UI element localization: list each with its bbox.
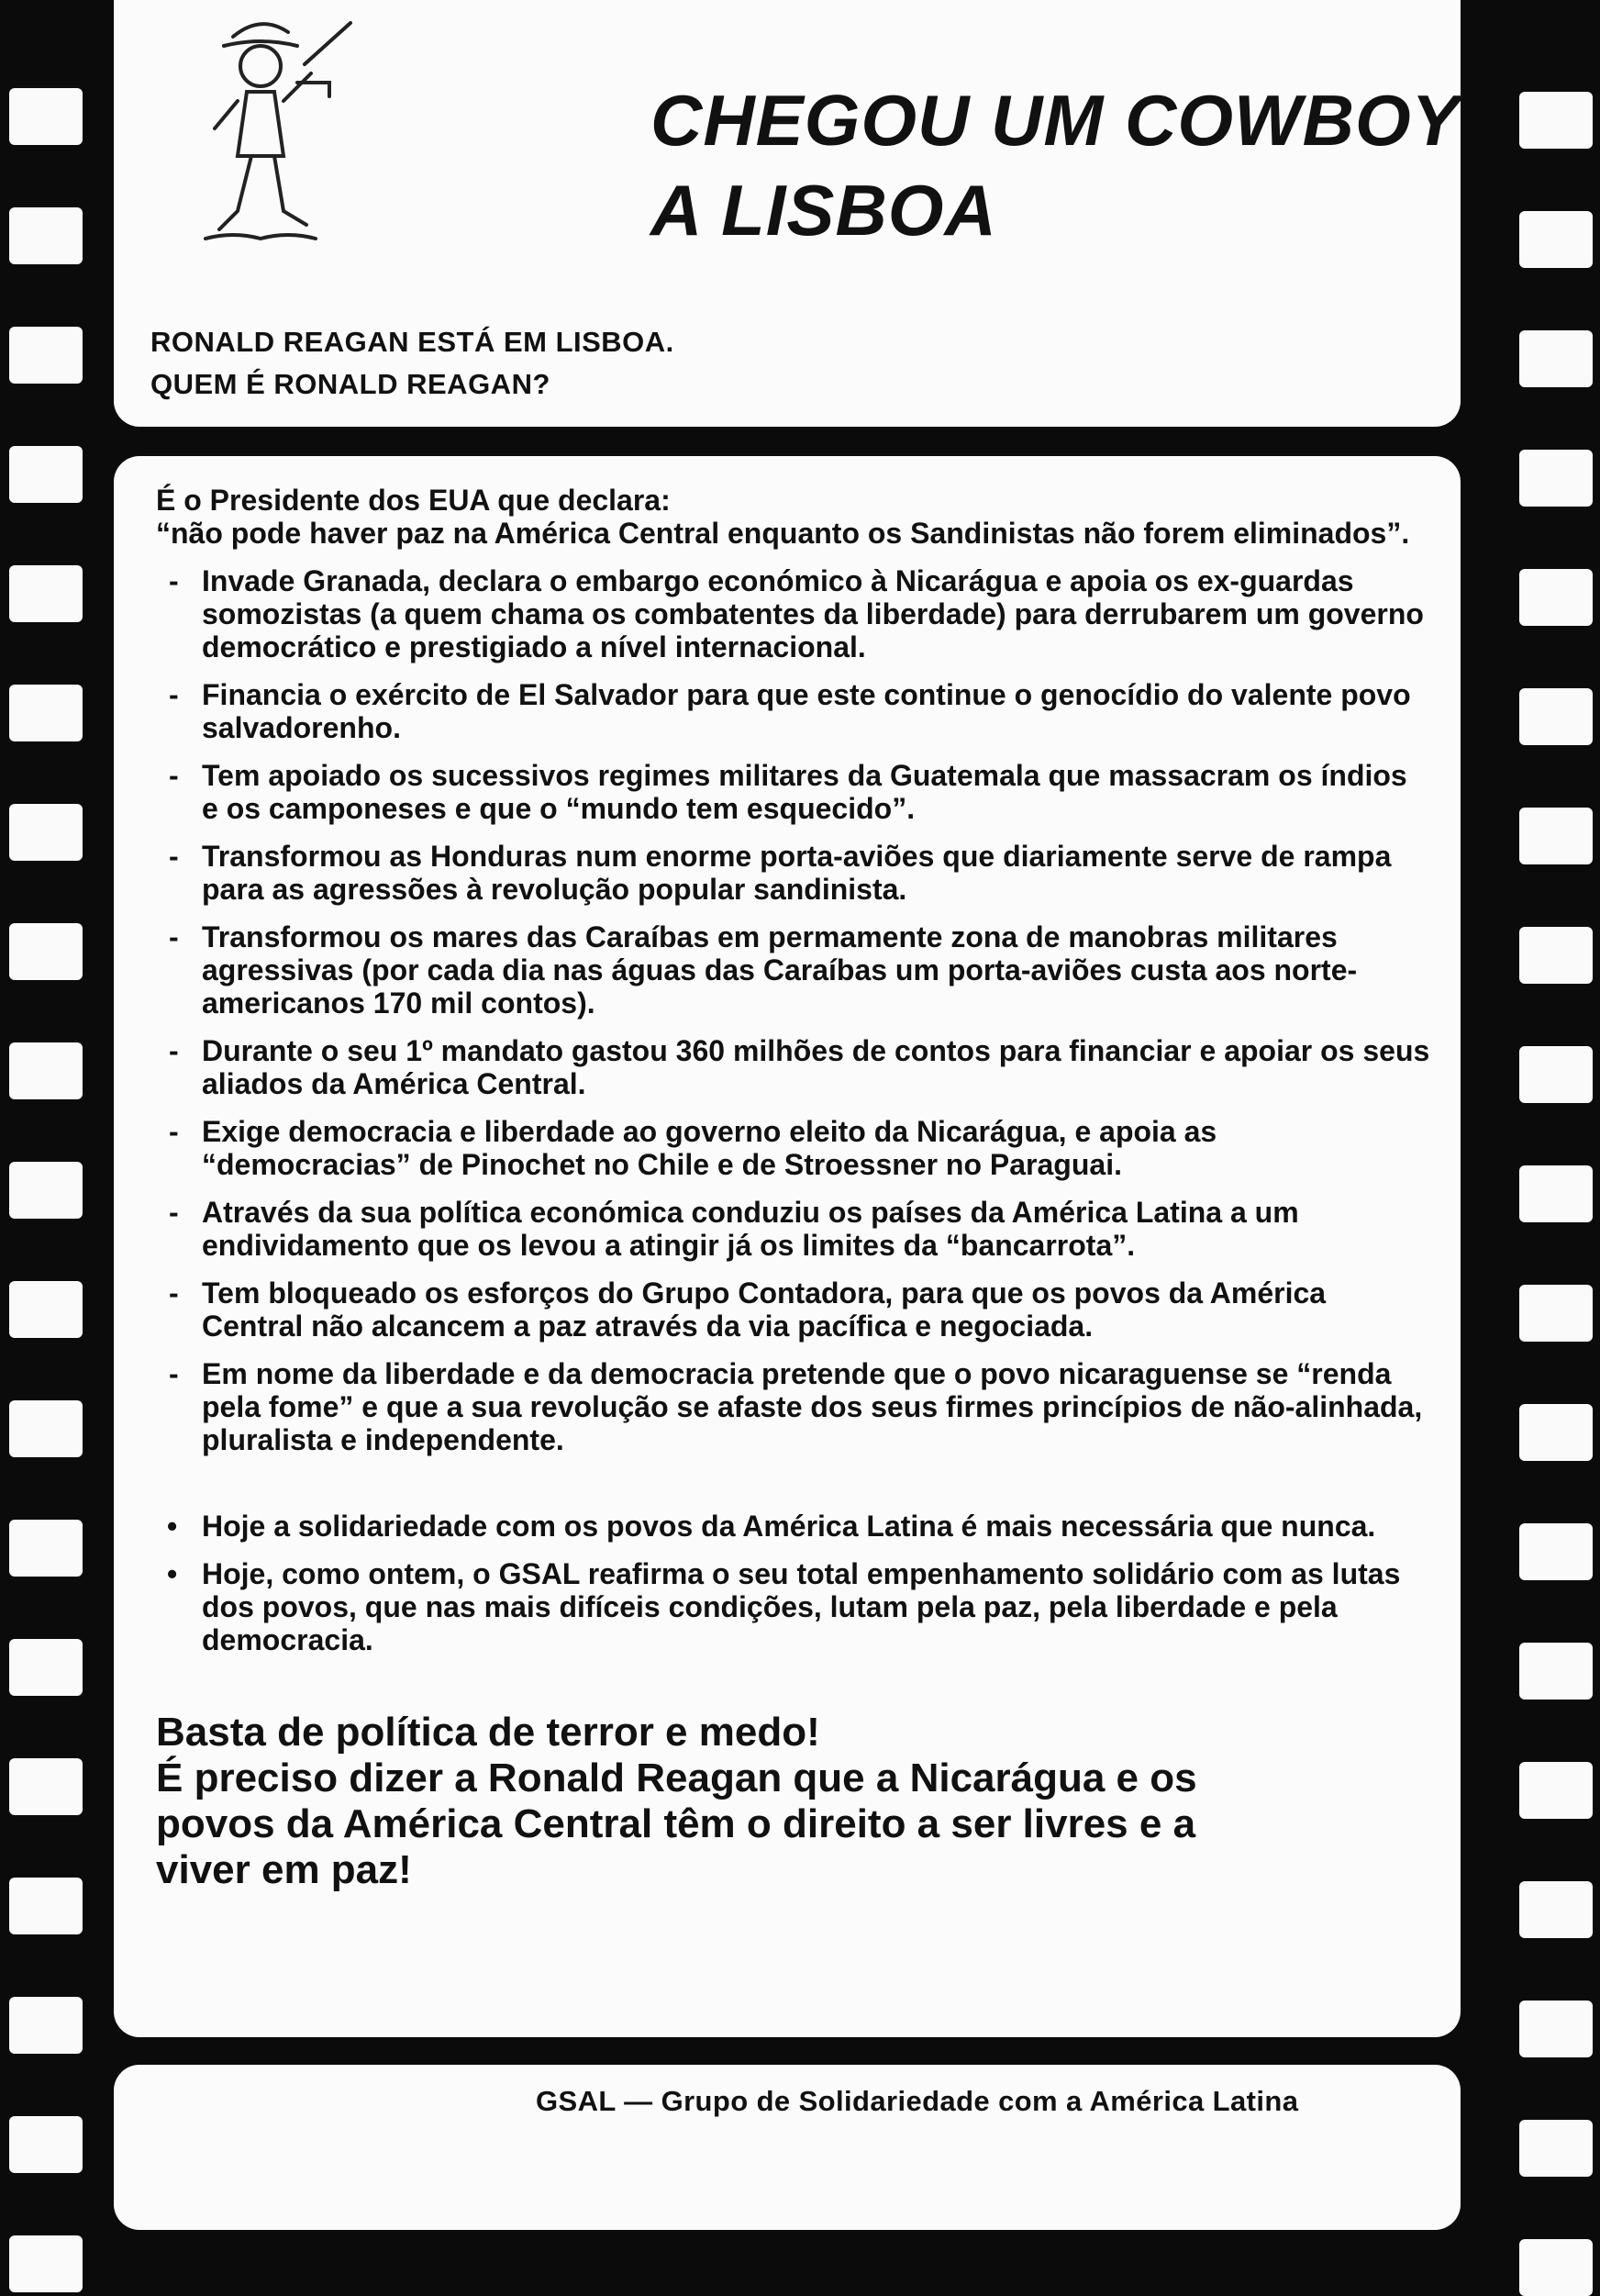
sprocket-hole (1519, 330, 1593, 387)
sprocket-hole (9, 565, 83, 622)
sprocket-hole (1519, 2239, 1593, 2296)
sprocket-hole (1519, 1523, 1593, 1580)
intro-line: É o Presidente dos EUA que declara: (156, 484, 671, 517)
footer-org: GSAL — Grupo de Solidariedade com a América Latina (536, 2085, 1299, 2117)
sprocket-hole (1519, 1404, 1593, 1461)
sprocket-hole (9, 1162, 83, 1219)
header-frame (114, 0, 1461, 427)
sprocket-hole (1519, 450, 1593, 507)
sprocket-hole (9, 1400, 83, 1457)
main-body (156, 484, 1431, 1893)
list-item: • Hoje, como ontem, o GSAL reafirma o seu total empenhamento solidário com as lutas dos povos, que nas mais difíceis condições, lutam pela paz, pela liberdade e pela democracia. (156, 1557, 1431, 1656)
closing-line: É preciso dizer a Ronald Reagan que a Nicarágua e os (156, 1755, 1197, 1800)
sprocket-hole (9, 88, 83, 145)
sprocket-hole (9, 2235, 83, 2292)
sprocket-hole (1519, 688, 1593, 745)
sprocket-hole (1519, 1285, 1593, 1342)
list-item: - Durante o seu 1º mandato gastou 360 milhões de contos para financiar e apoiar os seus aliados da América Central. (156, 1034, 1431, 1100)
cowboy-illustration (169, 0, 352, 284)
sprocket-hole (9, 1639, 83, 1696)
sprocket-hole (9, 207, 83, 264)
list-item: - Tem apoiado os sucessivos regimes militares da Guatemala que massacram os índios e os camponeses e que o “mundo tem esquecido”. (156, 759, 1431, 825)
intro-quote: “não pode haver paz na América Central enquanto os Sandinistas não forem eliminados”. (156, 517, 1410, 550)
sprocket-hole (1519, 1046, 1593, 1103)
sprocket-hole (9, 2116, 83, 2173)
sprocket-hole (1519, 927, 1593, 984)
sprocket-hole (9, 1758, 83, 1815)
intro (156, 484, 1431, 550)
headline-line: A LISBOA (650, 170, 997, 251)
sprocket-hole (1519, 569, 1593, 626)
solidarity-list (156, 1510, 1431, 1656)
sprocket-hole (9, 327, 83, 384)
footer-frame (114, 2065, 1461, 2230)
list-item: - Tem bloqueado os esforços do Grupo Contadora, para que os povos da América Central não alcancem a paz através da via pacífica e negociada. (156, 1276, 1431, 1343)
headline (650, 75, 1461, 255)
sprocket-hole (9, 446, 83, 503)
subheading-line: RONALD REAGAN ESTÁ EM LISBOA. (150, 326, 674, 358)
sprocket-hole (1519, 1643, 1593, 1700)
subheading-line: QUEM É RONALD REAGAN? (150, 368, 550, 400)
list-item: - Invade Granada, declara o embargo económico à Nicarágua e apoia os ex-guardas somozistas (a quem chama os combatentes da liberdade) para derrubarem um governo democrático e prestigiado a nível internacional. (156, 564, 1431, 663)
closing-line: povos da América Central têm o direito a ser livres e a (156, 1801, 1196, 1846)
list-item: - Financia o exército de El Salvador para que este continue o genocídio do valente povo salvadorenho. (156, 678, 1431, 744)
sprocket-hole (9, 804, 83, 861)
sprocket-hole (9, 1281, 83, 1338)
sprocket-hole (1519, 1762, 1593, 1819)
list-item: • Hoje a solidariedade com os povos da América Latina é mais necessária que nunca. (156, 1510, 1431, 1543)
sprocket-hole (1519, 211, 1593, 268)
accusation-list (156, 564, 1431, 1456)
sprocket-hole (9, 923, 83, 980)
sprocket-hole (9, 1878, 83, 1934)
list-item: - Em nome da liberdade e da democracia pretende que o povo nicaraguense se “renda pela fome” e que a sua revolução se afaste dos seus firmes princípios de não-alinhada, pluralista e independente. (156, 1357, 1431, 1456)
sprocket-hole (1519, 92, 1593, 149)
sprocket-hole (1519, 808, 1593, 864)
sprocket-hole (1519, 1881, 1593, 1938)
list-item: - Transformou as Honduras num enorme porta-aviões que diariamente serve de rampa para as agressões à revolução popular sandinista. (156, 840, 1431, 906)
closing-line: viver em paz! (156, 1847, 412, 1892)
sprocket-hole (9, 1042, 83, 1099)
closing-statement (156, 1710, 1431, 1893)
sprocket-hole (9, 1520, 83, 1577)
list-item: - Transformou os mares das Caraíbas em permamente zona de manobras militares agressivas (por cada dia nas águas das Caraíbas um porta-aviões custa aos norte-americanos 170 mil contos). (156, 920, 1431, 1020)
sprocket-hole (1519, 2001, 1593, 2057)
sprocket-hole (9, 685, 83, 741)
main-frame (114, 456, 1461, 2037)
subheading (150, 321, 674, 406)
closing-line: Basta de política de terror e medo! (156, 1710, 820, 1755)
sprocket-hole (9, 1997, 83, 2054)
sprocket-hole (1519, 2120, 1593, 2177)
headline-line: CHEGOU UM COWBOY (650, 80, 1461, 161)
sprocket-hole (1519, 1165, 1593, 1222)
list-item: - Através da sua política económica conduziu os países da América Latina a um endividamento que os levou a atingir já os limites da “bancarrota”. (156, 1196, 1431, 1262)
list-item: - Exige democracia e liberdade ao governo eleito da Nicarágua, e apoia as “democracias” de Pinochet no Chile e de Stroessner no Paraguai. (156, 1115, 1431, 1181)
